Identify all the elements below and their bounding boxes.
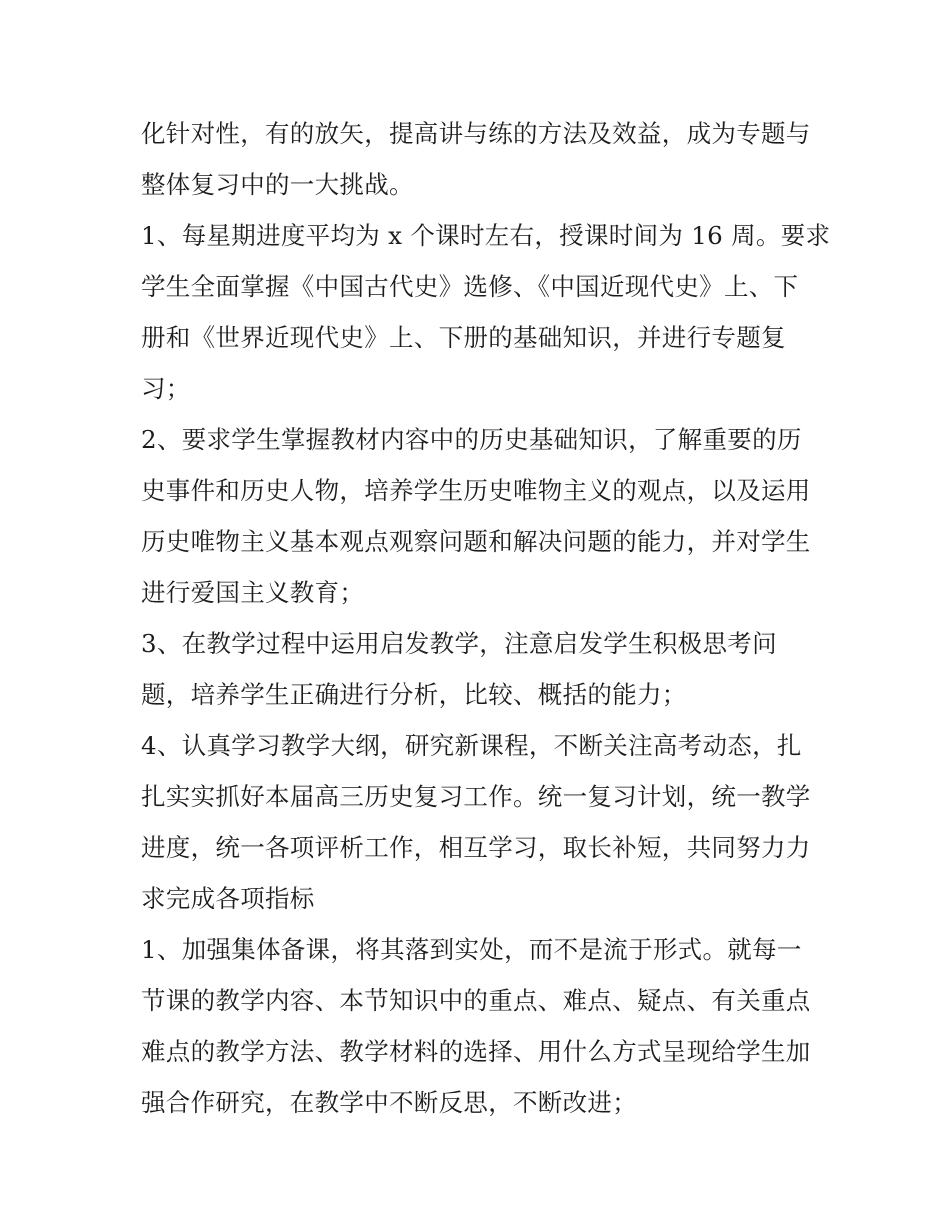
text-line: 习； (141, 374, 191, 403)
text-line: 进行爱国主义教育； (141, 578, 365, 607)
text-line: 1、每星期进度平均为 x 个课时左右，授课时间为 16 周。要求 (141, 221, 831, 250)
text-line: 2、要求学生掌握教材内容中的历史基础知识，了解重要的历 (141, 425, 802, 454)
text-line: 学生全面掌握《中国古代史》选修、《中国近现代史》上、下 (141, 272, 799, 301)
text-line: 难点的教学方法、教学材料的选择、用什么方式呈现给学生加 (141, 1037, 811, 1066)
text-line: 1、加强集体备课，将其落到实处，而不是流于形式。就每一 (141, 935, 802, 964)
text-line: 历史唯物主义基本观点观察问题和解决问题的能力，并对学生 (141, 527, 811, 556)
text-line: 扎实实抓好本届高三历史复习工作。统一复习计划，统一教学 (141, 782, 811, 811)
text-line: 强合作研究，在教学中不断反思，不断改进； (141, 1088, 637, 1117)
text-line: 题，培养学生正确进行分析，比较、概括的能力； (141, 680, 687, 709)
text-line: 史事件和历史人物，培养学生历史唯物主义的观点，以及运用 (141, 476, 811, 505)
text-line: 化针对性，有的放矢，提高讲与练的方法及效益，成为专题与 (141, 119, 811, 148)
body-text (141, 108, 831, 1128)
text-line: 册和《世界近现代史》上、下册的基础知识，并进行专题复 (141, 323, 786, 352)
text-line: 进度，统一各项评析工作，相互学习，取长补短，共同努力力 (141, 833, 811, 862)
text-line: 节课的教学内容、本节知识中的重点、难点、疑点、有关重点 (141, 986, 811, 1015)
text-line: 3、在教学过程中运用启发教学，注意启发学生积极思考问 (141, 629, 777, 658)
text-line: 整体复习中的一大挑战。 (141, 170, 414, 199)
text-line: 求完成各项指标 (141, 884, 315, 913)
text-line: 4、认真学习教学大纲，研究新课程，不断关注高考动态，扎 (141, 731, 802, 760)
